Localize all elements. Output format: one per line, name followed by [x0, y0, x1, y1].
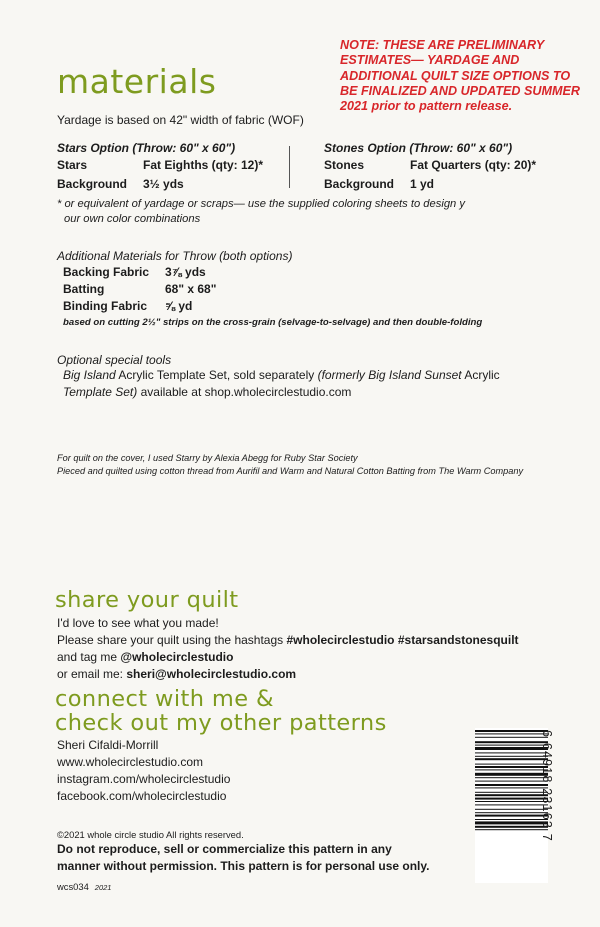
- stones-option-title: Stones Option (Throw: 60" x 60"): [324, 141, 513, 155]
- facebook-link[interactable]: facebook.com/wholecirclestudio: [57, 789, 227, 803]
- additional-title: Additional Materials for Throw (both options): [57, 249, 293, 263]
- binding-note: based on cutting 2½" strips on the cross-grain (selvage-to-selvage) and then double-folding: [63, 317, 483, 328]
- stars-value: Fat Eighths (qty: 12)*: [143, 158, 264, 172]
- stones-label: Stones: [324, 158, 365, 172]
- binding-value: ⅝ yd: [165, 299, 193, 313]
- stars-background-label: Background: [57, 177, 128, 191]
- preliminary-note: NOTE: THESE ARE PRELIMINARY ESTIMATES— YARDAGE AND ADDITIONAL QUILT SIZE OPTIONS TO BE FINALIZED AND UPDATED SUMMER 2021 prior to pattern release.: [340, 38, 580, 114]
- instagram-link[interactable]: instagram.com/wholecirclestudio: [57, 772, 231, 786]
- batting-value: 68" x 68": [165, 282, 217, 296]
- tools-text: Big Island Acrylic Template Set, sold separately (formerly Big Island Sunset Acrylic Template Set) available at shop.wholecirclestudio.com: [63, 368, 500, 399]
- batting-label: Batting: [63, 282, 105, 296]
- footnote: * or equivalent of yardage or scraps— use the supplied coloring sheets to design y our own color combinations: [57, 198, 465, 225]
- stones-background-label: Background: [324, 177, 395, 191]
- copyright: ©2021 whole circle studio All rights reserved.: [57, 829, 244, 840]
- barcode-digits: 6 64918 23163 7: [540, 730, 554, 842]
- usage-warning: Do not reproduce, sell or commercialize this pattern in any manner without permission. This pattern is for personal use only.: [57, 842, 430, 873]
- option-divider: [289, 146, 290, 188]
- share-heading: share your quilt: [55, 587, 239, 613]
- binding-label: Binding Fabric: [63, 299, 147, 313]
- stones-background-value: 1 yd: [410, 177, 435, 191]
- stars-option-title: Stars Option (Throw: 60" x 60"): [57, 141, 236, 155]
- materials-heading: materials: [57, 62, 217, 101]
- backing-label: Backing Fabric: [63, 265, 150, 279]
- stars-background-value: 3½ yds: [143, 177, 184, 191]
- connect-links: [57, 737, 230, 805]
- credits-line-2: Pieced and quilted using cotton thread from Aurifil and Warm and Natural Cotton Batting from The Warm Company: [57, 466, 524, 476]
- credits-line-1: For quilt on the cover, I used Starry by Alexia Abegg for Ruby Star Society: [57, 453, 358, 463]
- yardage-note: Yardage is based on 42" width of fabric (WOF): [57, 113, 304, 127]
- stones-value: Fat Quarters (qty: 20)*: [410, 158, 537, 172]
- pattern-code: wcs034 2021: [57, 881, 112, 892]
- stars-label: Stars: [57, 158, 88, 172]
- author-name: Sheri Cifaldi-Morrill: [57, 738, 159, 752]
- website-link[interactable]: www.wholecirclestudio.com: [57, 755, 204, 769]
- backing-value: 3⅞ yds: [165, 265, 206, 279]
- share-text: I'd love to see what you made! Please share your quilt using the hashtags #wholecirclestudio #starsandstonesquilt and tag me @wholecirclestudio or email me: sheri@wholecirclestudio.com: [57, 616, 519, 681]
- tools-title: Optional special tools: [57, 353, 172, 367]
- connect-heading: connect with me & check out my other patterns: [55, 686, 387, 736]
